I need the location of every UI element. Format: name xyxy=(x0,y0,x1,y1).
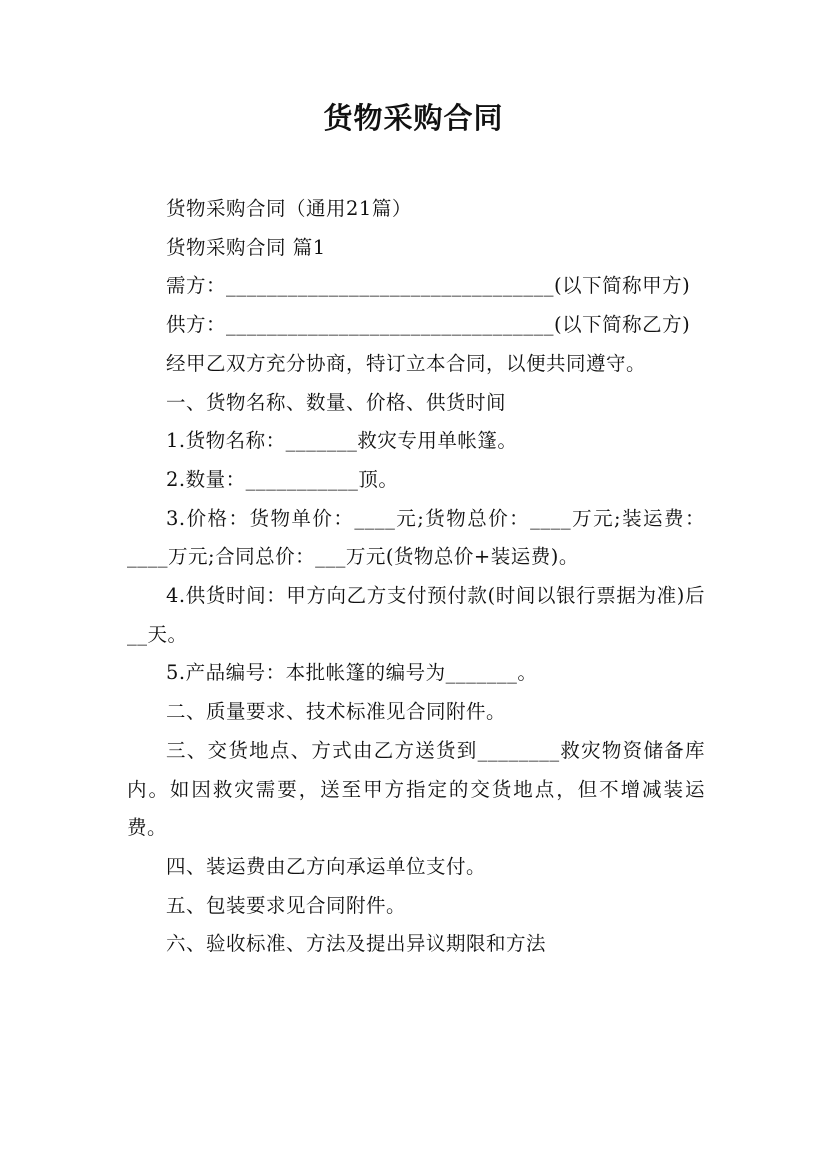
paragraph-item-price: 3.价格：货物单价：____元;货物总价：____万元;装运费：____万元;合同总价：___万元(货物总价+装运费)。 xyxy=(127,506,705,569)
paragraph-subtitle: 货物采购合同（通用21篇） xyxy=(166,197,412,220)
paragraph-buyer: 需方：________________________________(以下简称甲方) xyxy=(166,274,691,298)
document-title: 货物采购合同 xyxy=(323,101,504,135)
paragraph-item-quantity: 2.数量：___________顶。 xyxy=(166,467,399,491)
paragraph-clause-1: 一、货物名称、数量、价格、供货时间 xyxy=(166,390,507,414)
paragraph-clause-3: 三、交货地点、方式由乙方送货到________救灾物资储备库内。如因救灾需要，送至甲方指定的交货地点，但不增减装运费。 xyxy=(127,738,705,840)
paragraph-clause-2: 二、质量要求、技术标准见合同附件。 xyxy=(166,700,507,724)
paragraph-clause-4: 四、装运费由乙方向承运单位支付。 xyxy=(166,854,487,878)
paragraph-clause-6: 六、验收标准、方法及提出异议期限和方法 xyxy=(166,932,547,956)
paragraph-item-product-number: 5.产品编号：本批帐篷的编号为_______。 xyxy=(166,661,538,685)
paragraph-clause-5: 五、包装要求见合同附件。 xyxy=(166,893,407,917)
paragraph-agreement: 经甲乙双方充分协商，特订立本合同，以便共同遵守。 xyxy=(166,351,647,375)
document-body xyxy=(127,190,705,964)
paragraph-supplier: 供方：________________________________(以下简称乙方) xyxy=(166,313,691,337)
paragraph-section-heading: 货物采购合同 篇1 xyxy=(166,235,326,259)
paragraph-item-delivery-time: 4.供货时间：甲方向乙方支付预付款(时间以银行票据为准)后__天。 xyxy=(127,584,705,646)
paragraph-item-name: 1.货物名称：_______救灾专用单帐篷。 xyxy=(166,429,518,453)
